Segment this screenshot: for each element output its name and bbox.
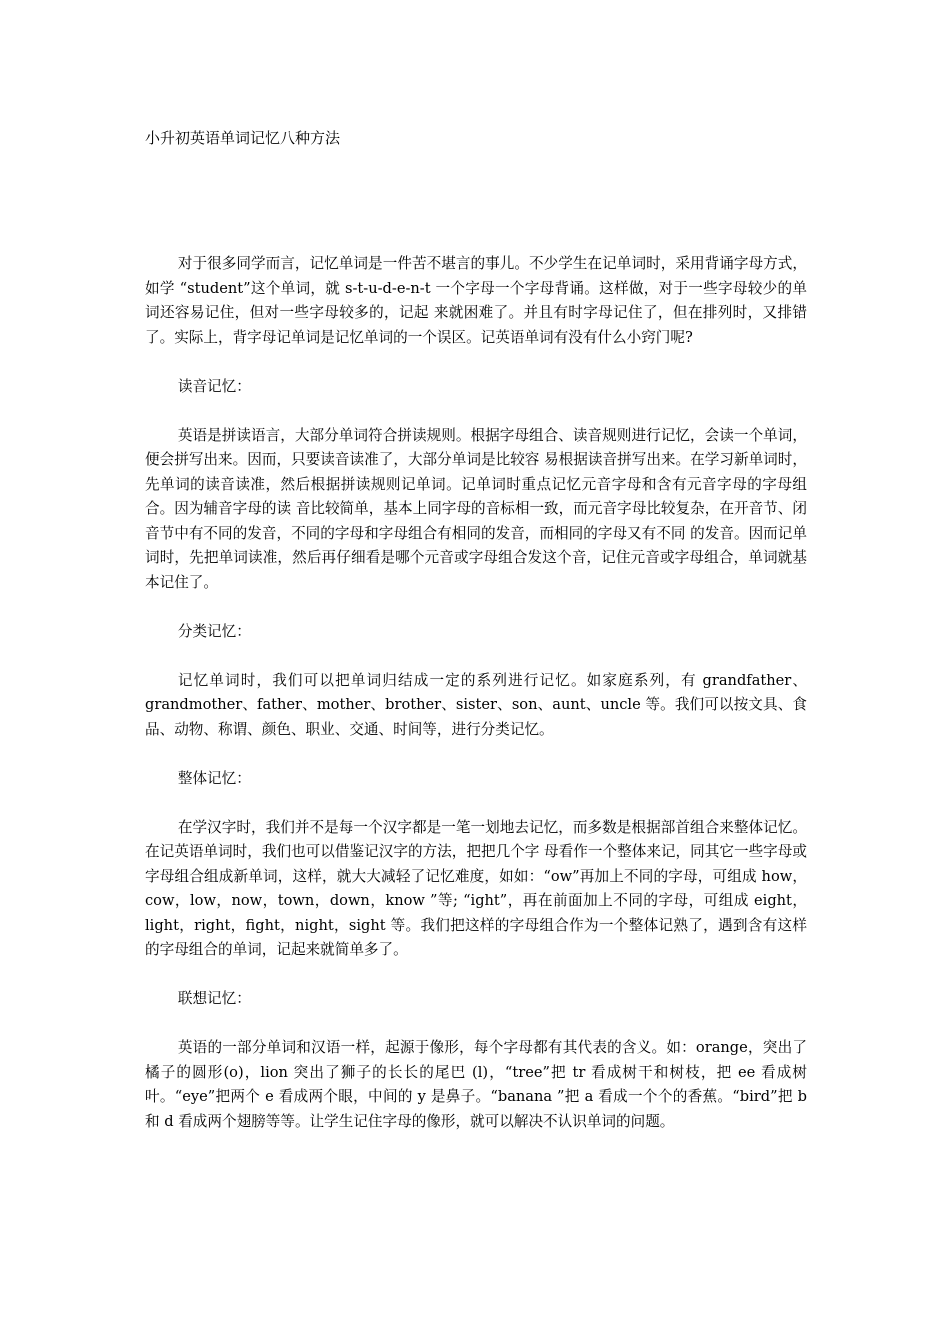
section-heading-association: 联想记忆： (177, 990, 251, 1007)
section-heading-pronunciation: 读音记忆： (177, 377, 251, 395)
intro-paragraph: 对于很多同学而言，记忆单词是一件苦不堪言的事儿。不少学生在记单词时，采用背诵字母方式，如学 “student”这个单词，就 s-t-u-d-e-n-t 一个字母一个字母背诵。这样做，对于一些字母较少的单词还容易记住，但对一些字母较多的，记起 来就困难了。并且有时字母记住了，但在排列时，又排错了。实际上，背字母记单词是记忆单词的一个误区。记英语单词有没有什么小窍门呢? (145, 255, 807, 346)
section-body-whole: 在学汉字时，我们并不是每一个汉字都是一笔一划地去记忆，而多数是根据部首组合来整体记忆。在记英语单词时，我们也可以借鉴记汉字的方法，把把几个字 母看作一个整体来记，同其它一些字母或字母组合组成新单词，这样，就大大减轻了记忆难度，如如：“ow”再加上不同的字母，可组成 how，cow，low，now，town，down，know ”等; “ight”，再在前面加上不同的字母，可组成 eight，light，right，fight，night，sight 等。我们把这样的字母组合作为一个整体记熟了，遇到含有这样的字母组合的单词，记起来就简单多了。 (145, 818, 807, 958)
section-body-classification: 记忆单词时，我们可以把单词归结成一定的系列进行记忆。如家庭系列，有 grandfather、grandmother、father、mother、brother、sister、son、aunt、uncle 等。我们可以按文具、食品、动物、称谓、颜色、职业、交通、时间等，进行分类记忆。 (145, 671, 807, 738)
document-title: 小升初英语单词记忆八种方法 (145, 129, 341, 147)
section-body-association: 英语的一部分单词和汉语一样，起源于像形，每个字母都有其代表的含义。如：orange，突出了橘子的圆形(o)，lion 突出了狮子的长长的尾巴 (l)，“tree”把 tr 看成树干和树枝，把 ee 看成树叶。“eye”把两个 e 看成两个眼，中间的 y 是鼻子。“banana ”把 a 看成一个个的香蕉。“bird”把 b 和 d 看成两个翅膀等等。让学生记住字母的像形，就可以解决不认识单词的问题。 (145, 1039, 807, 1130)
section-heading-classification: 分类记忆： (177, 622, 251, 640)
section-body-pronunciation: 英语是拼读语言，大部分单词符合拼读规则。根据字母组合、读音规则进行记忆，会读一个单词，便会拼写出来。因而，只要读音读准了，大部分单词是比较容 易根据读音拼写出来。在学习新单词时，先单词的读音读准，然后根据拼读规则记单词。记单词时重点记忆元音字母和含有元音字母的字母组合。因为辅音字母的读 音比较简单，基本上同字母的音标相一致，而元音字母比较复杂，在开音节、闭音节中有不同的发音，不同的字母和字母组合有相同的发音，而相同的字母又有不同 的发音。因而记单词时，先把单词读准，然后再仔细看是哪个元音或字母组合发这个音，记住元音或字母组合，单词就基本记住了。 (145, 426, 807, 591)
document-body (145, 252, 807, 1134)
section-heading-whole: 整体记忆： (177, 769, 251, 787)
